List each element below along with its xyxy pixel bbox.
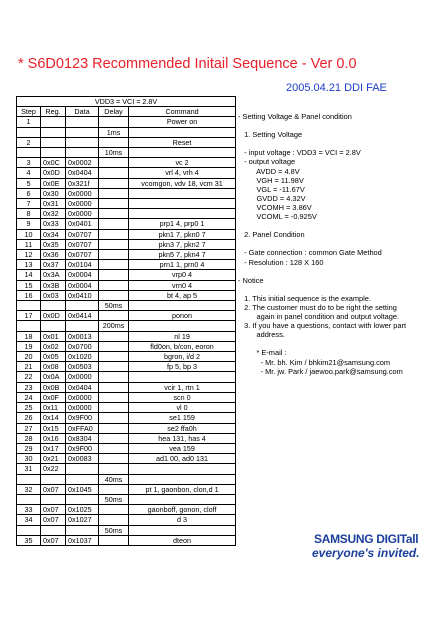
table-row: [17, 352, 236, 362]
cell-reg: 0x07: [41, 505, 66, 515]
note-line: 2. Panel Condition: [238, 230, 305, 240]
cell-data: 0x0004: [66, 280, 99, 290]
cell-command: [129, 372, 236, 382]
cell-step: 11: [17, 239, 41, 249]
cell-reg: 0x15: [41, 423, 66, 433]
cell-step: 9: [17, 219, 41, 229]
note-line: [238, 139, 438, 148]
cell-data: 0x0104: [66, 260, 99, 270]
note-line: 1. This initial sequence is the example.: [238, 293, 371, 303]
cell-delay: [99, 239, 129, 249]
cell-delay: [99, 484, 129, 494]
cell-delay: [99, 443, 129, 453]
cell-step: 3: [17, 158, 41, 168]
table-row: [17, 311, 236, 321]
cell-data: 0x1037: [66, 535, 99, 545]
note-line: - output voltage: [238, 157, 296, 167]
cell-delay: [99, 250, 129, 260]
note-line: - Gate connection : common Gate Method: [238, 248, 382, 258]
table-row: [17, 535, 236, 545]
cell-command: pt 1, gaonbon, clon,d 1: [129, 484, 236, 494]
cell-step: 31: [17, 464, 41, 474]
cell-delay: 40ms: [99, 474, 129, 484]
cell-data: 0x9F00: [66, 413, 99, 423]
cell-delay: 50ms: [99, 525, 129, 535]
cell-delay: [99, 280, 129, 290]
table-row: [17, 199, 236, 209]
note-line: - Resolution : 128 X 160: [238, 257, 324, 267]
table-row: [17, 474, 236, 484]
note-line: - Mr. bh. Kim / bhkim21@samsung.com: [238, 357, 391, 367]
cell-command: [129, 474, 236, 484]
cell-step: 34: [17, 515, 41, 525]
cell-step: 6: [17, 188, 41, 198]
note-line: - input voltage : VDD3 = VCI = 2.8V: [238, 148, 361, 158]
cell-reg: 0x07: [41, 515, 66, 525]
cell-delay: [99, 178, 129, 188]
cell-reg: [41, 321, 66, 331]
cell-delay: [99, 454, 129, 464]
cell-delay: [99, 382, 129, 392]
note-line: VCOMH = 3.86V: [238, 202, 312, 212]
note-line: - Mr. jw. Park / jaewoo.park@samsung.com: [238, 366, 403, 376]
cell-command: fp 5, bp 3: [129, 362, 236, 372]
cell-data: 0x321f: [66, 178, 99, 188]
cell-reg: 0x03: [41, 290, 66, 300]
cell-delay: [99, 209, 129, 219]
cell-delay: [99, 352, 129, 362]
note-line: VGH = 11.98V: [238, 175, 304, 185]
cell-data: 0x0410: [66, 290, 99, 300]
cell-data: 0x0000: [66, 392, 99, 402]
sequence-table: [16, 96, 236, 546]
cell-delay: 1ms: [99, 127, 129, 137]
cell-reg: 0x05: [41, 352, 66, 362]
cell-command: pkn3 7, pkn2 7: [129, 239, 236, 249]
cell-delay: 200ms: [99, 321, 129, 331]
cell-step: 24: [17, 392, 41, 402]
cell-delay: [99, 199, 129, 209]
cell-reg: 0x22: [41, 464, 66, 474]
cell-command: nl 19: [129, 331, 236, 341]
note-line: [238, 285, 438, 294]
header-data: Data: [66, 107, 99, 117]
cell-command: [129, 301, 236, 311]
cell-delay: 50ms: [99, 494, 129, 504]
cell-data: [66, 301, 99, 311]
note-line: again in panel condition and output voltage.: [238, 312, 400, 322]
cell-delay: [99, 229, 129, 239]
cell-delay: [99, 260, 129, 270]
cell-step: 32: [17, 484, 41, 494]
cell-step: [17, 525, 41, 535]
cell-data: 0x0013: [66, 331, 99, 341]
cell-data: 0x0002: [66, 158, 99, 168]
cell-step: 19: [17, 341, 41, 351]
cell-step: 15: [17, 280, 41, 290]
table-row: [17, 382, 236, 392]
cell-delay: [99, 188, 129, 198]
note-line: [238, 267, 438, 276]
cell-delay: [99, 505, 129, 515]
cell-delay: [99, 117, 129, 127]
cell-step: 1: [17, 117, 41, 127]
note-line: [238, 239, 438, 248]
cell-reg: [41, 117, 66, 127]
cell-reg: [41, 494, 66, 504]
cell-reg: [41, 525, 66, 535]
note-line: 3. If you have a questions, contact with lower part: [238, 321, 407, 331]
note-line: [238, 121, 438, 130]
cell-delay: [99, 219, 129, 229]
cell-reg: [41, 474, 66, 484]
cell-command: [129, 188, 236, 198]
table-row: [17, 362, 236, 372]
table-row: [17, 433, 236, 443]
table-row: [17, 178, 236, 188]
cell-data: 0x8304: [66, 433, 99, 443]
header-delay: Delay: [99, 107, 129, 117]
cell-reg: [41, 148, 66, 158]
cell-delay: [99, 168, 129, 178]
cell-data: 0x0000: [66, 199, 99, 209]
cell-step: 10: [17, 229, 41, 239]
cell-command: dteon: [129, 535, 236, 545]
cell-step: 20: [17, 352, 41, 362]
cell-reg: 0x14: [41, 413, 66, 423]
cell-reg: 0x32: [41, 209, 66, 219]
cell-reg: 0x17: [41, 443, 66, 453]
cell-step: 29: [17, 443, 41, 453]
header-step: Step: [17, 107, 41, 117]
cell-reg: 0x0A: [41, 372, 66, 382]
cell-delay: [99, 270, 129, 280]
cell-step: 2: [17, 137, 41, 147]
cell-command: fld0on, b/con, eoron: [129, 341, 236, 351]
cell-data: 0x0707: [66, 250, 99, 260]
cell-delay: [99, 362, 129, 372]
cell-reg: 0x11: [41, 403, 66, 413]
cell-data: 0xFFA0: [66, 423, 99, 433]
cell-data: [66, 464, 99, 474]
table-row: [17, 464, 236, 474]
cell-command: [129, 127, 236, 137]
cell-data: 0x0707: [66, 229, 99, 239]
cell-reg: 0x0D: [41, 168, 66, 178]
cell-data: 0x0000: [66, 188, 99, 198]
table-row: [17, 454, 236, 464]
cell-command: vrl 4, vrh 4: [129, 168, 236, 178]
cell-command: vcir 1, rtn 1: [129, 382, 236, 392]
table-row: [17, 270, 236, 280]
table-row: [17, 137, 236, 147]
cell-step: 27: [17, 423, 41, 433]
cell-data: 0x9F00: [66, 443, 99, 453]
cell-delay: [99, 341, 129, 351]
cell-command: [129, 199, 236, 209]
cell-step: 28: [17, 433, 41, 443]
cell-command: ad1 00, ad0 131: [129, 454, 236, 464]
cell-data: 0x0083: [66, 454, 99, 464]
cell-reg: 0x0B: [41, 382, 66, 392]
cell-command: bgron, i/d 2: [129, 352, 236, 362]
cell-reg: [41, 127, 66, 137]
table-row: [17, 392, 236, 402]
table-row: [17, 219, 236, 229]
cell-step: 18: [17, 331, 41, 341]
note-line: [238, 221, 438, 230]
note-line: AVDD = 4.8V: [238, 166, 300, 176]
cell-reg: [41, 137, 66, 147]
cell-command: se1 159: [129, 413, 236, 423]
note-line: - Setting Voltage & Panel condition: [238, 112, 352, 121]
cell-data: 0x0503: [66, 362, 99, 372]
note-line: [238, 339, 438, 348]
cell-command: d 3: [129, 515, 236, 525]
table-row: [17, 341, 236, 351]
cell-step: 30: [17, 454, 41, 464]
cell-command: prn1 1, prn0 4: [129, 260, 236, 270]
cell-delay: [99, 290, 129, 300]
cell-step: 8: [17, 209, 41, 219]
table-row: [17, 229, 236, 239]
samsung-digitall-logo: [310, 532, 428, 570]
table-row: [17, 515, 236, 525]
cell-reg: 0x35: [41, 239, 66, 249]
cell-command: scn 0: [129, 392, 236, 402]
cell-data: 0x1045: [66, 484, 99, 494]
cell-delay: [99, 403, 129, 413]
cell-step: 23: [17, 382, 41, 392]
cell-step: 16: [17, 290, 41, 300]
cell-reg: 0x0F: [41, 392, 66, 402]
table-header-row: [17, 107, 236, 117]
cell-delay: [99, 423, 129, 433]
cell-step: 13: [17, 260, 41, 270]
note-line: - Notice: [238, 275, 264, 285]
table-row: [17, 117, 236, 127]
cell-command: [129, 148, 236, 158]
cell-delay: [99, 433, 129, 443]
logo-brand: SAMSUNG DIGITall: [314, 532, 419, 546]
cell-command: ponon: [129, 311, 236, 321]
cell-data: [66, 494, 99, 504]
cell-reg: [41, 301, 66, 311]
cell-data: 0x1025: [66, 505, 99, 515]
cell-data: [66, 137, 99, 147]
cell-delay: [99, 311, 129, 321]
cell-reg: 0x37: [41, 260, 66, 270]
cell-step: 26: [17, 413, 41, 423]
cell-data: 0x0000: [66, 403, 99, 413]
note-line: * E-mail :: [238, 348, 287, 358]
cell-data: [66, 321, 99, 331]
cell-reg: 0x30: [41, 188, 66, 198]
cell-delay: [99, 331, 129, 341]
cell-step: 22: [17, 372, 41, 382]
cell-data: 0x0404: [66, 382, 99, 392]
cell-data: 0x0000: [66, 209, 99, 219]
note-line: address.: [238, 330, 285, 340]
cell-data: 0x0004: [66, 270, 99, 280]
table-row: [17, 290, 236, 300]
cell-command: pkn5 7, pkn4 7: [129, 250, 236, 260]
cell-data: [66, 148, 99, 158]
cell-reg: 0x0D: [41, 311, 66, 321]
table-row: [17, 505, 236, 515]
cell-data: [66, 474, 99, 484]
cell-step: [17, 148, 41, 158]
cell-step: 35: [17, 535, 41, 545]
cell-command: [129, 321, 236, 331]
logo-tagline: everyone's invited.: [312, 546, 420, 560]
table-row: [17, 148, 236, 158]
cell-step: [17, 474, 41, 484]
cell-step: [17, 127, 41, 137]
cell-data: 0x0700: [66, 341, 99, 351]
cell-command: vrp0 4: [129, 270, 236, 280]
header-reg: Reg.: [41, 107, 66, 117]
cell-reg: 0x0C: [41, 158, 66, 168]
cell-reg: 0x3B: [41, 280, 66, 290]
cell-step: 4: [17, 168, 41, 178]
cell-reg: 0x08: [41, 362, 66, 372]
table-row: [17, 423, 236, 433]
table-row: [17, 413, 236, 423]
table-row: [17, 127, 236, 137]
cell-data: [66, 117, 99, 127]
table-row: [17, 525, 236, 535]
cell-command: bt 4, ap 5: [129, 290, 236, 300]
cell-data: 0x0404: [66, 168, 99, 178]
cell-step: [17, 321, 41, 331]
cell-step: 7: [17, 199, 41, 209]
cell-reg: 0x3A: [41, 270, 66, 280]
cell-reg: 0x07: [41, 535, 66, 545]
cell-reg: 0x34: [41, 229, 66, 239]
cell-reg: 0x31: [41, 199, 66, 209]
cell-delay: [99, 392, 129, 402]
cell-step: 17: [17, 311, 41, 321]
table-row: [17, 331, 236, 341]
note-line: 1. Setting Voltage: [238, 130, 303, 140]
cell-reg: 0x02: [41, 341, 66, 351]
cell-delay: 50ms: [99, 301, 129, 311]
cell-step: 5: [17, 178, 41, 188]
cell-data: [66, 127, 99, 137]
table-row: [17, 301, 236, 311]
cell-data: 0x0707: [66, 239, 99, 249]
cell-data: [66, 525, 99, 535]
table-row: [17, 494, 236, 504]
table-row: [17, 209, 236, 219]
cell-command: prp1 4, prp0 1: [129, 219, 236, 229]
cell-step: 33: [17, 505, 41, 515]
cell-reg: 0x36: [41, 250, 66, 260]
cell-command: se2 ffa0h: [129, 423, 236, 433]
note-line: VGL = -11.67V: [238, 184, 305, 194]
cell-reg: 0x01: [41, 331, 66, 341]
cell-command: [129, 525, 236, 535]
table-row: [17, 260, 236, 270]
table-row: [17, 250, 236, 260]
document-date: 2005.04.21 DDI FAE: [286, 82, 387, 94]
cell-command: [129, 494, 236, 504]
cell-delay: 10ms: [99, 148, 129, 158]
cell-command: vc 2: [129, 158, 236, 168]
table-row: [17, 372, 236, 382]
cell-command: vrn0 4: [129, 280, 236, 290]
cell-delay: [99, 372, 129, 382]
cell-reg: 0x0E: [41, 178, 66, 188]
cell-command: [129, 464, 236, 474]
note-line: VCOML = -0.925V: [238, 212, 317, 222]
cell-command: vl 0: [129, 403, 236, 413]
cell-reg: 0x16: [41, 433, 66, 443]
cell-delay: [99, 464, 129, 474]
cell-data: 0x0000: [66, 372, 99, 382]
document-title: * S6D0123 Recommended Initail Sequence - Ver 0.0: [18, 56, 357, 72]
table-row: [17, 321, 236, 331]
cell-command: Power on: [129, 117, 236, 127]
table-row: [17, 443, 236, 453]
table-row: [17, 239, 236, 249]
header-command: Command: [129, 107, 236, 117]
cell-data: 0x1020: [66, 352, 99, 362]
cell-delay: [99, 158, 129, 168]
note-line: GVDD = 4.32V: [238, 193, 306, 203]
table-caption: VDD3 = VCI = 2.8V: [17, 97, 236, 107]
cell-reg: 0x21: [41, 454, 66, 464]
cell-command: Reset: [129, 137, 236, 147]
cell-data: 0x0401: [66, 219, 99, 229]
cell-command: vcomgon, vdv 18, vcm 31: [129, 178, 236, 188]
cell-data: 0x1027: [66, 515, 99, 525]
cell-data: 0x0414: [66, 311, 99, 321]
table-body: [17, 117, 236, 546]
cell-step: 25: [17, 403, 41, 413]
cell-delay: [99, 137, 129, 147]
cell-command: vea 159: [129, 443, 236, 453]
cell-step: [17, 494, 41, 504]
notes-panel: [238, 112, 438, 376]
cell-command: pkn1 7, pkn0 7: [129, 229, 236, 239]
cell-step: 12: [17, 250, 41, 260]
cell-step: 14: [17, 270, 41, 280]
table-row: [17, 168, 236, 178]
cell-step: 21: [17, 362, 41, 372]
table-row: [17, 484, 236, 494]
table-row: [17, 188, 236, 198]
cell-command: [129, 209, 236, 219]
cell-delay: [99, 515, 129, 525]
cell-delay: [99, 413, 129, 423]
cell-reg: 0x07: [41, 484, 66, 494]
cell-command: gaonboff, gonon, cloff: [129, 505, 236, 515]
cell-reg: 0x33: [41, 219, 66, 229]
cell-step: [17, 301, 41, 311]
cell-command: hea 131, has 4: [129, 433, 236, 443]
note-line: 2. The customer must do to be right the setting: [238, 302, 397, 312]
table-row: [17, 403, 236, 413]
table-row: [17, 158, 236, 168]
table-row: [17, 280, 236, 290]
cell-delay: [99, 535, 129, 545]
